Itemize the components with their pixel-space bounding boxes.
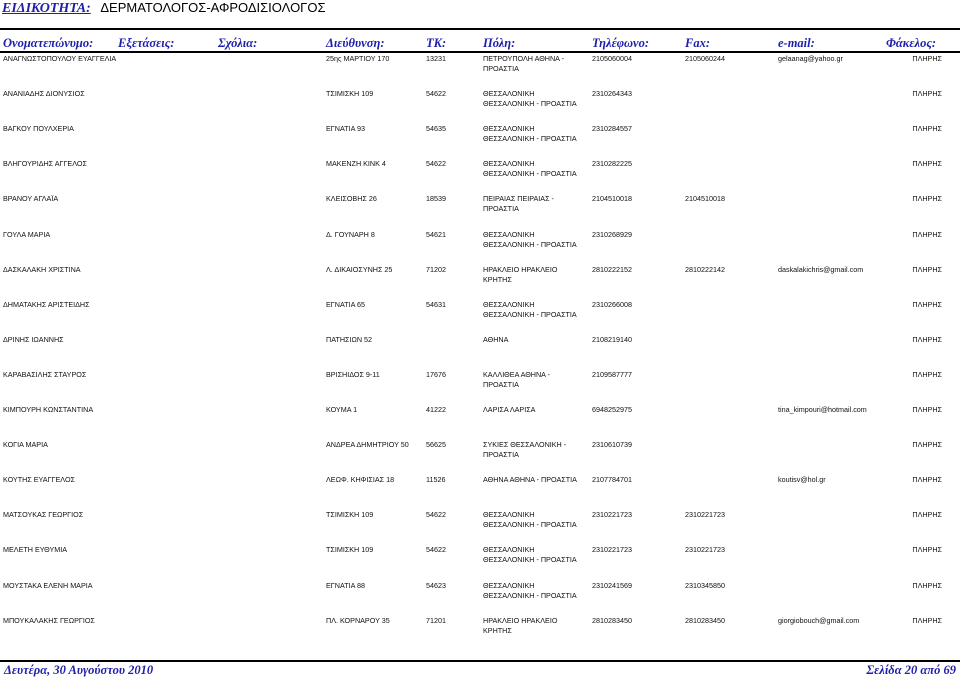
row-city: ΘΕΣΣΑΛΟΝΙΚΗ ΘΕΣΣΑΛΟΝΙΚΗ - ΠΡΟΑΣΤΙΑ bbox=[483, 159, 577, 179]
row-fax: 2810283450 bbox=[685, 615, 725, 625]
row-address: 25ης ΜΑΡΤΙΟΥ 170 bbox=[326, 54, 390, 63]
row-name: ΒΡΑΝΟΥ ΑΓΛΑΪΑ bbox=[3, 194, 59, 204]
row-name: ΔΗΜΑΤΑΚΗΣ ΑΡΙΣΤΕΙΔΗΣ bbox=[3, 299, 90, 309]
row-phone: 6948252975 bbox=[592, 405, 632, 414]
row-fax: 2810222142 bbox=[685, 264, 725, 274]
row-name: ΓΟΥΛΑ ΜΑΡΙΑ bbox=[3, 229, 51, 239]
row-status: ΠΛΗΡΗΣ bbox=[912, 405, 942, 414]
row-city: ΗΡΑΚΛΕΙΟ ΗΡΑΚΛΕΙΟ ΚΡΗΤΗΣ bbox=[483, 615, 558, 635]
row-status: ΠΛΗΡΗΣ bbox=[912, 615, 942, 625]
row-tk: 54622 bbox=[426, 89, 446, 99]
row-phone: 2108219140 bbox=[592, 334, 632, 344]
table-row bbox=[0, 194, 960, 224]
row-status: ΠΛΗΡΗΣ bbox=[912, 124, 942, 134]
row-city: ΑΘΗΝΑ ΑΘΗΝΑ - ΠΡΟΑΣΤΙΑ bbox=[483, 475, 577, 485]
row-address: ΠΑΤΗΣΙΩΝ 52 bbox=[326, 334, 373, 344]
row-tk: 18539 bbox=[426, 194, 446, 204]
table-row bbox=[0, 300, 960, 330]
row-tk: 11526 bbox=[426, 475, 446, 485]
row-address: ΕΓΝΑΤΙΑ 65 bbox=[326, 299, 365, 309]
row-address: ΒΡΙΣΗΙΔΟΣ 9-11 bbox=[326, 369, 380, 379]
row-tk: 56625 bbox=[426, 440, 446, 450]
row-phone: 2310282225 bbox=[592, 159, 632, 169]
top-divider bbox=[0, 28, 960, 30]
row-phone: 2310241569 bbox=[592, 580, 632, 590]
row-city: ΘΕΣΣΑΛΟΝΙΚΗ ΘΕΣΣΑΛΟΝΙΚΗ - ΠΡΟΑΣΤΙΑ bbox=[483, 510, 577, 530]
specialty-label: ΕΙΔΙΚΟΤΗΤΑ: bbox=[2, 1, 91, 16]
row-tk: 13231 bbox=[426, 54, 446, 63]
row-name: ΔΑΣΚΑΛΑΚΗ ΧΡΙΣΤΙΝΑ bbox=[3, 264, 81, 274]
row-city: ΘΕΣΣΑΛΟΝΙΚΗ ΘΕΣΣΑΛΟΝΙΚΗ - ΠΡΟΑΣΤΙΑ bbox=[483, 299, 577, 319]
table-row bbox=[0, 440, 960, 470]
col-fax: Fax: bbox=[685, 36, 710, 50]
row-city: ΘΕΣΣΑΛΟΝΙΚΗ ΘΕΣΣΑΛΟΝΙΚΗ - ΠΡΟΑΣΤΙΑ bbox=[483, 545, 577, 565]
table-row bbox=[0, 581, 960, 611]
row-fax: 2310221723 bbox=[685, 510, 725, 520]
row-status: ΠΛΗΡΗΣ bbox=[912, 580, 942, 590]
table-row bbox=[0, 265, 960, 295]
row-email[interactable]: koutisv@hol.gr bbox=[778, 475, 826, 485]
row-name: ΒΛΗΓΟΥΡΙΔΗΣ ΑΓΓΕΛΟΣ bbox=[3, 159, 87, 169]
table-row bbox=[0, 124, 960, 154]
row-status: ΠΛΗΡΗΣ bbox=[912, 510, 942, 520]
row-tk: 17676 bbox=[426, 369, 446, 379]
row-tk: 71201 bbox=[426, 615, 446, 625]
table-row bbox=[0, 616, 960, 646]
row-status: ΠΛΗΡΗΣ bbox=[912, 229, 942, 239]
row-email[interactable]: tina_kimpouri@hotmail.com bbox=[778, 405, 867, 414]
row-address: ΜΑΚΕΝΖΗ ΚΙΝΚ 4 bbox=[326, 159, 386, 169]
table-row bbox=[0, 54, 960, 84]
row-address: ΤΣΙΜΙΣΚΗ 109 bbox=[326, 510, 374, 520]
row-tk: 54621 bbox=[426, 229, 446, 239]
row-tk: 54622 bbox=[426, 159, 446, 169]
row-status: ΠΛΗΡΗΣ bbox=[912, 545, 942, 555]
row-city: ΣΥΚΙΕΣ ΘΕΣΣΑΛΟΝΙΚΗ - ΠΡΟΑΣΤΙΑ bbox=[483, 440, 567, 460]
row-status: ΠΛΗΡΗΣ bbox=[912, 369, 942, 379]
row-tk: 54622 bbox=[426, 510, 446, 520]
row-status: ΠΛΗΡΗΣ bbox=[912, 89, 942, 99]
row-address: ΠΛ. ΚΟΡΝΑΡΟΥ 35 bbox=[326, 615, 390, 625]
col-exams: Εξετάσεις: bbox=[118, 36, 175, 50]
row-phone: 2105060004 bbox=[592, 54, 632, 63]
row-phone: 2310221723 bbox=[592, 510, 632, 520]
row-phone: 2310610739 bbox=[592, 440, 632, 450]
row-address: ΕΓΝΑΤΙΑ 93 bbox=[326, 124, 365, 134]
row-phone: 2109587777 bbox=[592, 369, 632, 379]
col-school: Σχόλια: bbox=[218, 36, 258, 50]
row-status: ΠΛΗΡΗΣ bbox=[912, 264, 942, 274]
row-address: ΕΓΝΑΤΙΑ 88 bbox=[326, 580, 365, 590]
row-city: ΠΕΙΡΑΙΑΣ ΠΕΙΡΑΙΑΣ - ΠΡΟΑΣΤΙΑ bbox=[483, 194, 554, 214]
row-status: ΠΛΗΡΗΣ bbox=[912, 159, 942, 169]
row-email[interactable]: giorgiobouch@gmail.com bbox=[778, 615, 860, 625]
row-name: ΚΑΡΑΒΑΣΙΛΗΣ ΣΤΑΥΡΟΣ bbox=[3, 369, 87, 379]
header-divider bbox=[0, 51, 960, 53]
row-email[interactable]: gelaanag@yahoo.gr bbox=[778, 54, 843, 63]
table-row bbox=[0, 230, 960, 260]
col-city: Πόλη: bbox=[483, 36, 516, 50]
row-city: ΑΘΗΝΑ bbox=[483, 334, 509, 344]
col-tk: ΤΚ: bbox=[426, 36, 447, 50]
row-fax: 2310345850 bbox=[685, 580, 725, 590]
row-name: ΜΕΛΕΤΗ ΕΥΘΥΜΙΑ bbox=[3, 545, 68, 555]
row-phone: 2310268929 bbox=[592, 229, 632, 239]
specialty-header bbox=[2, 0, 326, 16]
row-city: ΠΕΤΡΟΥΠΟΛΗ ΑΘΗΝΑ - ΠΡΟΑΣΤΙΑ bbox=[483, 54, 564, 73]
row-name: ΚΟΥΤΗΣ ΕΥΑΓΓΕΛΟΣ bbox=[3, 475, 75, 485]
table-row bbox=[0, 335, 960, 365]
row-address: Λ. ΔΙΚΑΙΟΣΥΝΗΣ 25 bbox=[326, 264, 393, 274]
table-row bbox=[0, 475, 960, 505]
row-phone: 2104510018 bbox=[592, 194, 632, 204]
row-address: ΚΛΕΙΣΟΒΗΣ 26 bbox=[326, 194, 377, 204]
row-fax: 2104510018 bbox=[685, 194, 725, 204]
row-city: ΚΑΛΛΙΘΕΑ ΑΘΗΝΑ - ΠΡΟΑΣΤΙΑ bbox=[483, 369, 550, 389]
specialty-value: ΔΕΡΜΑΤΟΛΟΓΟΣ-ΑΦΡΟΔΙΣΙΟΛΟΓΟΣ bbox=[100, 0, 326, 15]
row-name: ΔΡΙΝΗΣ ΙΩΑΝΝΗΣ bbox=[3, 334, 64, 344]
row-city: ΘΕΣΣΑΛΟΝΙΚΗ ΘΕΣΣΑΛΟΝΙΚΗ - ΠΡΟΑΣΤΙΑ bbox=[483, 229, 577, 249]
row-city: ΘΕΣΣΑΛΟΝΙΚΗ ΘΕΣΣΑΛΟΝΙΚΗ - ΠΡΟΑΣΤΙΑ bbox=[483, 580, 577, 600]
table-row bbox=[0, 545, 960, 575]
row-name: ΜΟΥΣΤΑΚΑ ΕΛΕΝΗ ΜΑΡΙΑ bbox=[3, 580, 93, 590]
row-phone: 2810283450 bbox=[592, 615, 632, 625]
row-status: ΠΛΗΡΗΣ bbox=[912, 194, 942, 204]
row-address: Δ. ΓΟΥΝΑΡΗ 8 bbox=[326, 229, 375, 239]
row-status: ΠΛΗΡΗΣ bbox=[912, 475, 942, 485]
row-tk: 71202 bbox=[426, 264, 446, 274]
col-address: Διεύθυνση: bbox=[326, 36, 385, 50]
row-address: ΚΟΥΜΑ 1 bbox=[326, 405, 358, 414]
col-phone: Τηλέφωνο: bbox=[592, 36, 650, 50]
column-headers bbox=[0, 36, 960, 50]
row-phone: 2310266008 bbox=[592, 299, 632, 309]
row-phone: 2310264343 bbox=[592, 89, 632, 99]
table-row bbox=[0, 370, 960, 400]
col-email: e-mail: bbox=[778, 36, 815, 50]
row-name: ΜΠΟΥΚΑΛΑΚΗΣ ΓΕΩΡΓΙΟΣ bbox=[3, 615, 95, 625]
row-email[interactable]: daskalakichris@gmail.com bbox=[778, 264, 864, 274]
row-status: ΠΛΗΡΗΣ bbox=[912, 334, 942, 344]
row-name: ΚΟΓΙΑ ΜΑΡΙΑ bbox=[3, 440, 48, 450]
row-address: ΤΣΙΜΙΣΚΗ 109 bbox=[326, 545, 374, 555]
row-tk: 54623 bbox=[426, 580, 446, 590]
row-name: ΒΑΓΚΟΥ ΠΟΥΛΧΕΡΙΑ bbox=[3, 124, 74, 134]
row-city: ΘΕΣΣΑΛΟΝΙΚΗ ΘΕΣΣΑΛΟΝΙΚΗ - ΠΡΟΑΣΤΙΑ bbox=[483, 89, 577, 109]
row-name: ΜΑΤΣΟΥΚΑΣ ΓΕΩΡΓΙΟΣ bbox=[3, 510, 84, 520]
row-address: ΤΣΙΜΙΣΚΗ 109 bbox=[326, 89, 374, 99]
row-tk: 41222 bbox=[426, 405, 446, 414]
row-address: ΛΕΩΦ. ΚΗΦΙΣΙΑΣ 18 bbox=[326, 475, 395, 485]
table-row bbox=[0, 405, 960, 435]
col-folder: Φάκελος: bbox=[886, 36, 937, 50]
row-city: ΘΕΣΣΑΛΟΝΙΚΗ ΘΕΣΣΑΛΟΝΙΚΗ - ΠΡΟΑΣΤΙΑ bbox=[483, 124, 577, 144]
row-name: ΚΙΜΠΟΥΡΗ ΚΩΝΣΤΑΝΤΙΝΑ bbox=[3, 405, 94, 414]
row-name: ΑΝΑΓΝΩΣΤΟΠΟΥΛΟΥ ΕΥΑΓΓΕΛΙΑ bbox=[3, 54, 117, 63]
page-footer bbox=[0, 662, 960, 678]
col-name: Ονοματεπώνυμο: bbox=[3, 36, 94, 50]
table-row bbox=[0, 89, 960, 119]
row-status: ΠΛΗΡΗΣ bbox=[912, 299, 942, 309]
row-city: ΗΡΑΚΛΕΙΟ ΗΡΑΚΛΕΙΟ ΚΡΗΤΗΣ bbox=[483, 264, 558, 284]
row-fax: 2105060244 bbox=[685, 54, 725, 63]
footer-page-number: Σελίδα 20 από 69 bbox=[866, 663, 956, 677]
row-address: ΑΝΔΡΕΑ ΔΗΜΗΤΡΙΟΥ 50 bbox=[326, 440, 409, 450]
table-row bbox=[0, 510, 960, 540]
row-city: ΛΑΡΙΣΑ ΛΑΡΙΣΑ bbox=[483, 405, 536, 414]
row-phone: 2310221723 bbox=[592, 545, 632, 555]
table-row bbox=[0, 159, 960, 189]
row-tk: 54622 bbox=[426, 545, 446, 555]
row-fax: 2310221723 bbox=[685, 545, 725, 555]
row-phone: 2310284557 bbox=[592, 124, 632, 134]
row-phone: 2810222152 bbox=[592, 264, 632, 274]
row-status: ΠΛΗΡΗΣ bbox=[912, 440, 942, 450]
row-tk: 54635 bbox=[426, 124, 446, 134]
row-tk: 54631 bbox=[426, 299, 446, 309]
row-status: ΠΛΗΡΗΣ bbox=[912, 54, 942, 63]
row-name: ΑΝΑΝΙΑΔΗΣ ΔΙΟΝΥΣΙΟΣ bbox=[3, 89, 85, 99]
footer-date: Δευτέρα, 30 Αυγούστου 2010 bbox=[4, 663, 154, 677]
row-phone: 2107784701 bbox=[592, 475, 632, 485]
